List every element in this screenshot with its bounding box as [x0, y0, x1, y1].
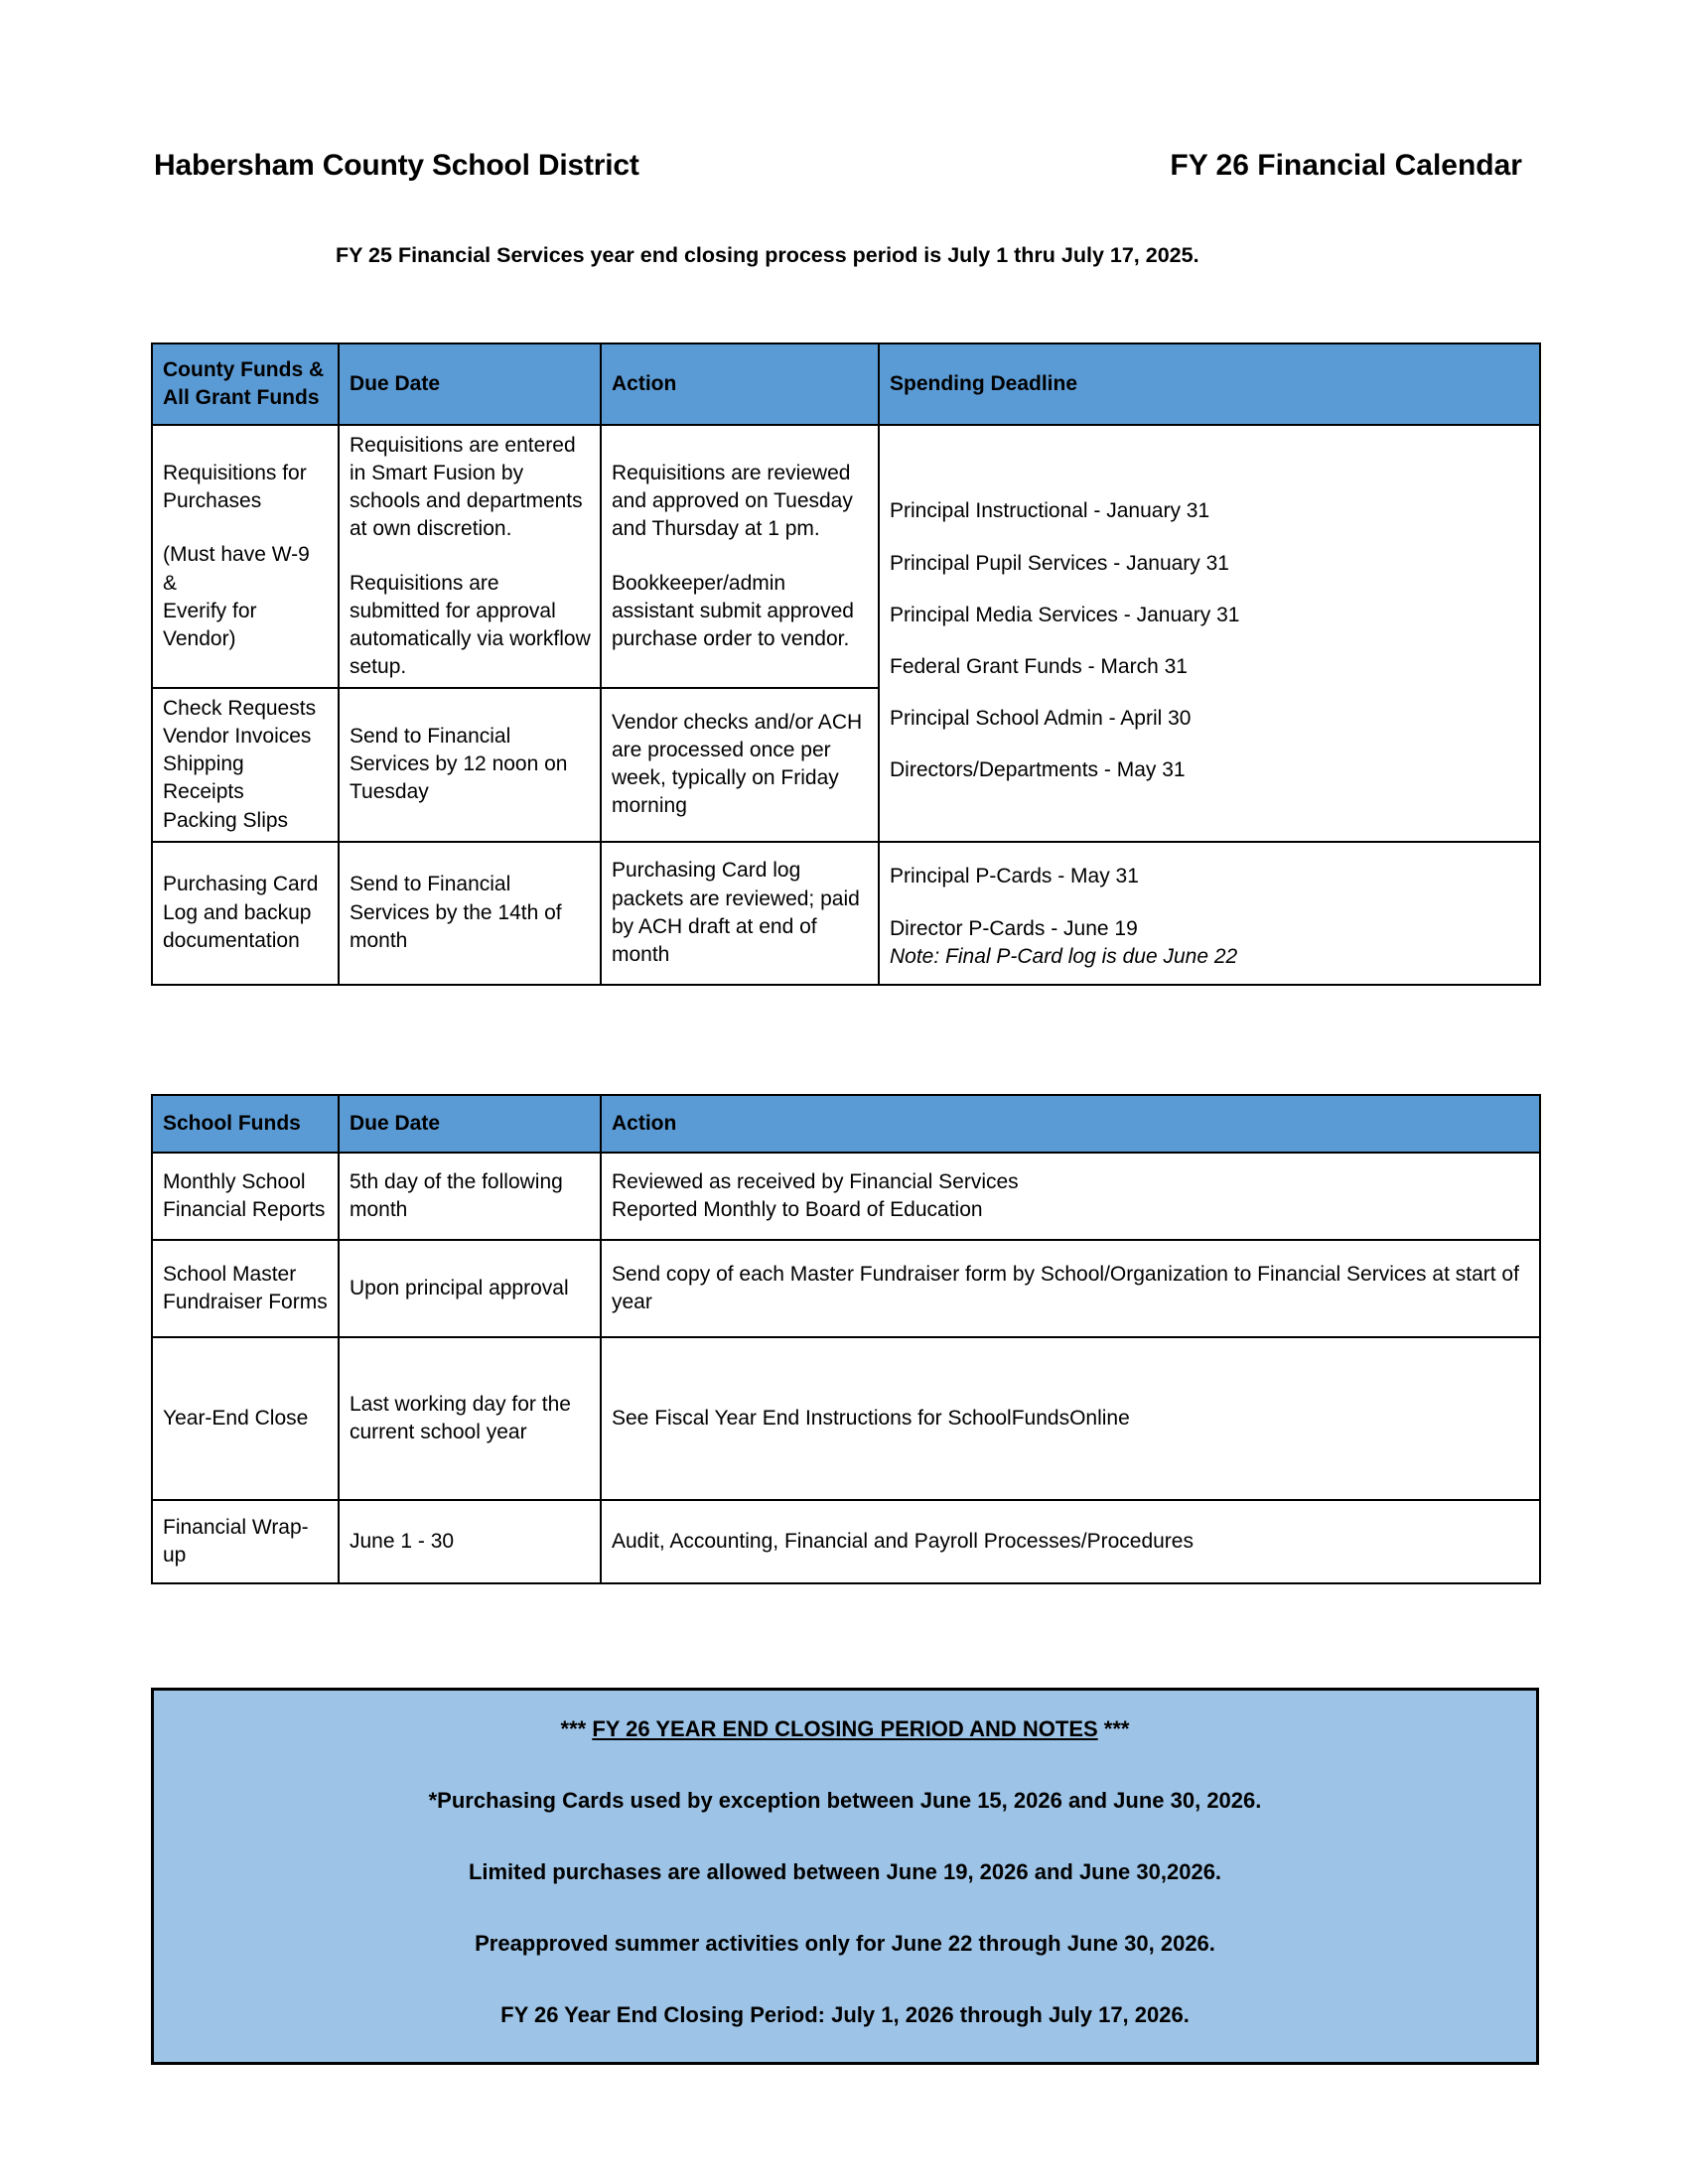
- notes-line: FY 26 Year End Closing Period: July 1, 2026 through July 17, 2026.: [500, 2002, 1190, 2027]
- spending-deadline-pcard-director: Director P-Cards - June 19: [890, 916, 1138, 940]
- spending-deadline-item: Principal School Admin - April 30: [890, 706, 1192, 730]
- notes-title-suffix: ***: [1097, 1716, 1130, 1741]
- county-row2-due: Send to Financial Services by 12 noon on Tuesday: [339, 688, 601, 842]
- spending-deadline-pcard-note: Note: Final P-Card log is due June 22: [890, 944, 1238, 968]
- notes-line: Preapproved summer activities only for June 22 through June 30, 2026.: [475, 1931, 1215, 1956]
- notes-title-prefix: ***: [560, 1716, 593, 1741]
- school-row2-item: [152, 1240, 339, 1337]
- school-row2-item-line2: Fundraiser Forms: [163, 1291, 328, 1313]
- table-row: [152, 1240, 1540, 1337]
- school-funds-table: [151, 1094, 1541, 1584]
- school-row1-item: [152, 1153, 339, 1240]
- school-row4-action: Audit, Accounting, Financial and Payroll Processes/Procedures: [601, 1500, 1540, 1583]
- county-header-funds-line1: County Funds &: [163, 358, 325, 382]
- county-row2-item-line3: Shipping Receipts: [163, 752, 244, 804]
- county-row2-action: Vendor checks and/or ACH are processed once per week, typically on Friday morning: [601, 688, 879, 842]
- county-funds-table: [151, 342, 1541, 986]
- county-row1-item: [152, 425, 339, 688]
- table-row: [152, 425, 1540, 688]
- notes-title-main: FY 26 YEAR END CLOSING PERIOD AND NOTES: [592, 1716, 1098, 1741]
- school-row1-action-line2: Reported Monthly to Board of Education: [612, 1198, 983, 1221]
- county-row1-item-line1: Requisitions for: [163, 462, 307, 485]
- county-row1-item-line2: Purchases: [163, 489, 262, 513]
- county-row1-action-p2: Bookkeeper/admin assistant submit approved purchase order to vendor.: [612, 571, 854, 650]
- school-row4-due: June 1 - 30: [339, 1500, 601, 1583]
- school-header-due-date: Due Date: [339, 1095, 601, 1153]
- school-table-header-row: [152, 1095, 1540, 1153]
- calendar-title: FY 26 Financial Calendar: [1170, 149, 1522, 182]
- spending-deadline-pcard-principal: Principal P-Cards - May 31: [890, 865, 1139, 888]
- spending-deadline-item: Principal Media Services - January 31: [890, 603, 1240, 626]
- school-row3-action: See Fiscal Year End Instructions for SchoolFundsOnline: [601, 1337, 1540, 1500]
- county-row1-item-line4: Everify for Vendor): [163, 599, 257, 650]
- spending-deadline-item: Principal Pupil Services - January 31: [890, 551, 1229, 575]
- notes-line: Limited purchases are allowed between June 19, 2026 and June 30,2026.: [468, 1859, 1222, 1884]
- county-header-action: Action: [601, 343, 879, 425]
- county-row2-item-line2: Vendor Invoices: [163, 725, 312, 749]
- county-row3-item: Purchasing Card Log and backup documentation: [152, 842, 339, 985]
- table-row: [152, 1153, 1540, 1240]
- school-row1-due: 5th day of the following month: [339, 1153, 601, 1240]
- county-header-spending-deadline: Spending Deadline: [879, 343, 1540, 425]
- county-header-funds-line2: All Grant Funds: [163, 386, 320, 409]
- table-row: [152, 842, 1540, 985]
- table-row: [152, 1500, 1540, 1583]
- county-row1-action: [601, 425, 879, 688]
- notes-title: [174, 1716, 1516, 1742]
- spending-deadline-item: Principal Instructional - January 31: [890, 499, 1210, 523]
- county-header-funds: [152, 343, 339, 425]
- school-header-action: Action: [601, 1095, 1540, 1153]
- school-row2-item-line1: School Master: [163, 1262, 297, 1286]
- closing-period-subtitle: FY 25 Financial Services year end closing process period is July 1 thru July 17, 2025.: [336, 243, 1199, 267]
- county-row3-due: Send to Financial Services by the 14th of month: [339, 842, 601, 985]
- school-row2-action: Send copy of each Master Fundraiser form by School/Organization to Financial Services at start of year: [601, 1240, 1540, 1337]
- county-row2-item-line4: Packing Slips: [163, 808, 289, 832]
- document-header: [154, 149, 1544, 183]
- spending-deadline-item: Directors/Departments - May 31: [890, 758, 1186, 782]
- school-header-funds: School Funds: [152, 1095, 339, 1153]
- county-table-header-row: [152, 343, 1540, 425]
- school-row1-item-line1: Monthly School: [163, 1169, 306, 1193]
- county-row1-due: [339, 425, 601, 688]
- county-row2-item: [152, 688, 339, 842]
- school-row3-due: Last working day for the current school year: [339, 1337, 601, 1500]
- school-row2-due: Upon principal approval: [339, 1240, 601, 1337]
- county-row3-action: Purchasing Card log packets are reviewed; paid by ACH draft at end of month: [601, 842, 879, 985]
- school-row4-item: Financial Wrap-up: [152, 1500, 339, 1583]
- year-end-notes-box: [151, 1688, 1539, 2065]
- spending-deadline-item: Federal Grant Funds - March 31: [890, 654, 1188, 678]
- district-title: Habersham County School District: [154, 149, 639, 182]
- county-row3-spending-deadline: [879, 842, 1540, 985]
- county-row1-action-p1: Requisitions are reviewed and approved on Tuesday and Thursday at 1 pm.: [612, 462, 853, 541]
- county-row1-item-line3: (Must have W-9 &: [163, 543, 310, 595]
- county-row1-due-p1: Requisitions are entered in Smart Fusion by schools and departments at own discretion.: [350, 434, 583, 541]
- school-row1-action-line1: Reviewed as received by Financial Services: [612, 1169, 1019, 1193]
- school-row1-action: [601, 1153, 1540, 1240]
- school-row1-item-line2: Financial Reports: [163, 1198, 326, 1221]
- county-header-due-date: Due Date: [339, 343, 601, 425]
- county-spending-deadline-merged-cell: [879, 425, 1540, 842]
- table-row: [152, 1337, 1540, 1500]
- county-row1-due-p2: Requisitions are submitted for approval automatically via workflow setup.: [350, 571, 591, 678]
- county-row2-item-line1: Check Requests: [163, 697, 317, 720]
- school-row3-item: Year-End Close: [152, 1337, 339, 1500]
- notes-line: *Purchasing Cards used by exception between June 15, 2026 and June 30, 2026.: [428, 1788, 1262, 1813]
